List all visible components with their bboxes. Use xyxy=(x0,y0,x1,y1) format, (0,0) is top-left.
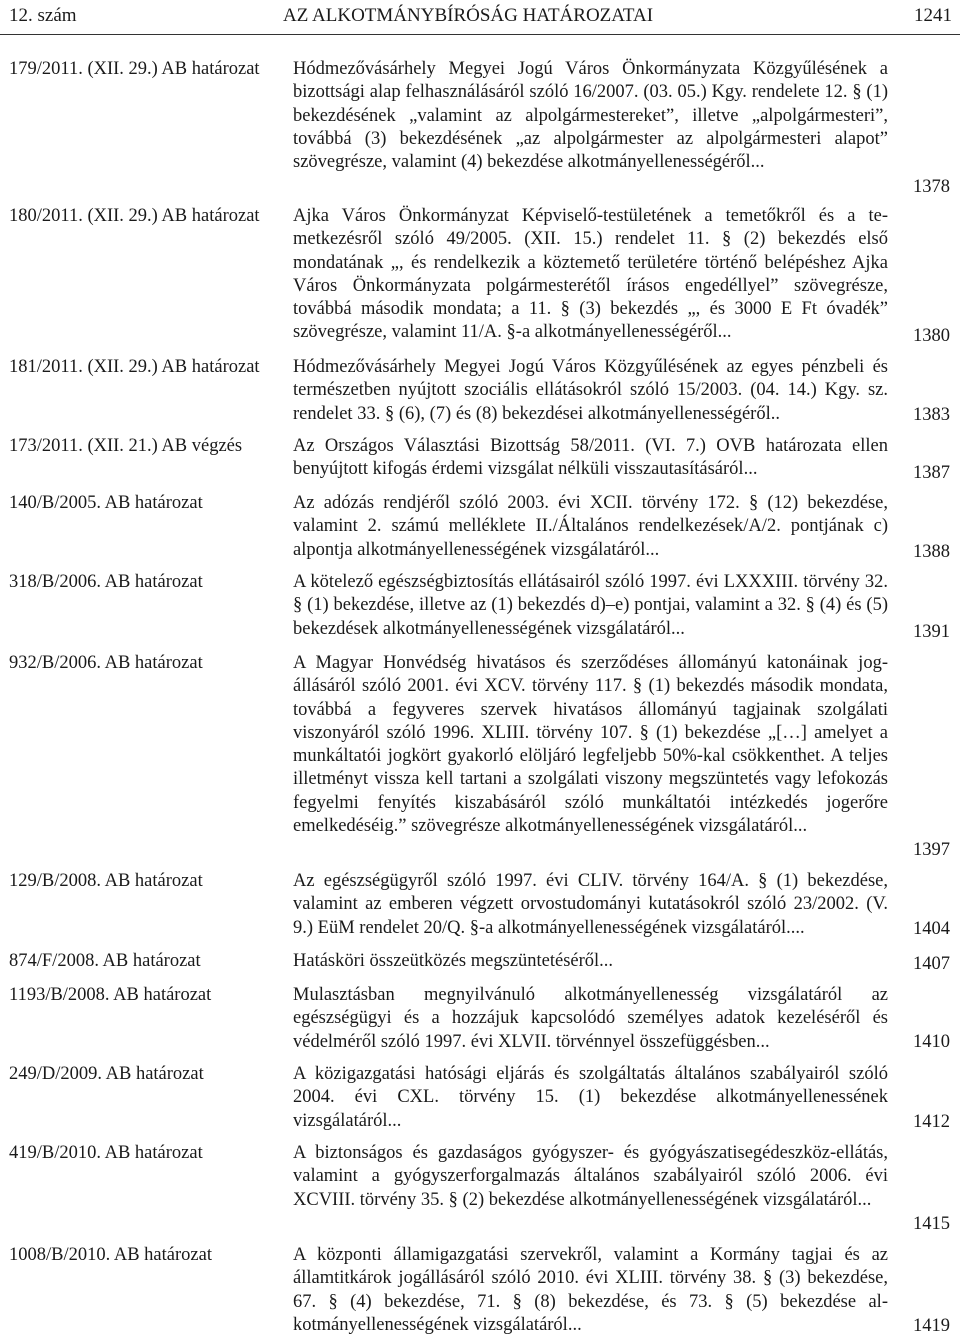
decision-page-number: 1391 xyxy=(913,622,950,642)
decision-description: Az Országos Választási Bizottság 58/2011. (VI. 7.) OVB határozata ellen benyújtott kifogás érdemi vizsgálat nélküli visszautasításáról... xyxy=(293,436,888,480)
decision-page-number: 1410 xyxy=(913,1032,950,1052)
decision-reference: 874/F/2008. AB határozat xyxy=(9,951,201,971)
decision-reference: 1193/B/2008. AB határozat xyxy=(9,985,212,1005)
decision-reference: 419/B/2010. AB határozat xyxy=(9,1143,203,1163)
decision-reference: 180/2011. (XII. 29.) AB határozat xyxy=(9,206,260,226)
decision-reference: 173/2011. (XII. 21.) AB végzés xyxy=(9,436,243,456)
issue-number: 12. szám xyxy=(9,5,77,26)
decision-reference: 318/B/2006. AB határozat xyxy=(9,572,203,592)
decision-description: Ajka Város Önkormányzat Képviselő-testületének a temetőkről és a temetkezésről szóló 49/2005. (XII. 15.) rendelet 11. § (2) bekezdés első mondatának „, és rendelkezik a köztemető területére történő belépéshez Ajka Város Önkormányzata polgármesterétől írásos engedéllyel” szövegrésze, továbbá második mondata; a 11. § (3) bekezdés „, és 3000 E Ft óvadék” szövegrésze, valamint 11/A. §-a alkotmányellenességéről... xyxy=(293,206,888,343)
decision-page-number: 1388 xyxy=(913,542,950,562)
decision-page-number: 1378 xyxy=(913,177,950,197)
decision-reference: 179/2011. (XII. 29.) AB határozat xyxy=(9,59,260,79)
decision-page-number: 1407 xyxy=(913,954,950,974)
decision-description: A központi államigazgatási szervekről, valamint a Kormány tagjai és az államtitkárok jogállásáról szóló 2010. évi XLIII. törvény 38. § (3) bekezdése, 67. § (4) bekezdése, 71. § (8) bekezdése, és 73. § (5) bekezdése alkotmányellenességének vizsgálatáról... xyxy=(293,1245,888,1335)
page-number: 1241 xyxy=(914,5,952,26)
decision-reference: 932/B/2006. AB határozat xyxy=(9,653,203,673)
decision-reference: 1008/B/2010. AB határozat xyxy=(9,1245,212,1265)
decision-page-number: 1412 xyxy=(913,1112,950,1132)
decision-reference: 181/2011. (XII. 29.) AB határozat xyxy=(9,357,260,377)
decision-description: A közigazgatási hatósági eljárás és szolgáltatás általános szabályairól szóló 2004. évi CXL. törvény 15. (1) bekezdése alkotmányellenessének vizsgálatáról... xyxy=(293,1064,888,1131)
decision-reference: 140/B/2005. AB határozat xyxy=(9,493,203,513)
decision-description: Mulasztásban megnyilvánuló alkotmányellenesség vizsgálatáról az egészségügyi és a hozzájuk kapcsolódó személyes adatok kezeléséről és védelméről szóló 1997. évi XLVII. törvénnyel összefüggésben... xyxy=(293,985,888,1052)
decision-description: Hódmezővásárhely Megyei Jogú Város Önkormányzata Közgyűlésének a bizottsági alap felhasználásáról szóló 16/2007. (03. 05.) Kgy. rendelete 12. § (1) bekezdésének „valamint az alpolgármestereket”, illetve „alpolgármesteri”, továbbá (3) bekezdésének „az alpolgármester az alpolgármesteri alapot” szövegrésze, valamint (4) bekezdése alkotmányellenességéről... xyxy=(293,59,888,173)
decision-page-number: 1415 xyxy=(913,1214,950,1234)
decision-page-number: 1404 xyxy=(913,919,950,939)
decision-description: Hódmezővásárhely Megyei Jogú Város Közgyűlésének az egyes pénzbeli és természetben nyújtott szociális ellátásokról szóló 15/2003. (04. 14.) Kgy. sz. rendelet 33. § (6), (7) és (8) bekezdései alkotmányellenességéről.. xyxy=(293,357,888,424)
decision-page-number: 1383 xyxy=(913,405,950,425)
decision-description: Az adózás rendjéről szóló 2003. évi XCII. törvény 172. § (12) bekezdése, valamint 2. számú melléklete II./Általános rendelkezések/A/2. pontjának c) alpontja alkotmányellenességének vizsgálatáról... xyxy=(293,493,888,560)
decision-page-number: 1397 xyxy=(913,840,950,860)
decision-description: A Magyar Honvédség hivatásos és szerződéses állományú katonáinak jogállásáról szóló 2001. évi XCV. törvény 117. § (1) bekezdés második mondata, továbbá a fegyveres szervek hivatásos állományú tagjainak szolgálati viszonyáról szóló 1996. XLIII. törvény 107. § (1) bekezdése „[…] amelyet a munkáltatói jogkört gyakorló elöljáró legfeljebb 50%-kal csökkenthet. A teljes illetményt vissza kell tartani a szolgálati viszony megszüntetés vagy lefokozás fegyelmi fenyítés kiszabásáról szóló munkáltatói intézkedés jogerőre emelkedéséig.” szövegrésze alkotmányellenességének vizsgálatáról... xyxy=(293,653,888,837)
decision-reference: 249/D/2009. AB határozat xyxy=(9,1064,204,1084)
decision-description: Hatásköri összeütközés megszüntetéséről... xyxy=(293,951,614,971)
decision-page-number: 1419 xyxy=(913,1316,950,1336)
decision-description: A biztonságos és gazdaságos gyógyszer- és gyógyászatisegédeszköz-ellátás, valamint a gyógyszerforgalmazás általános szabályairól szóló 2006. évi XCVIII. törvény 35. § (2) bekezdése alkotmányellenességének vizsgálatáról... xyxy=(293,1143,888,1210)
decision-reference: 129/B/2008. AB határozat xyxy=(9,871,203,891)
decision-page-number: 1380 xyxy=(913,326,950,346)
decision-page-number: 1387 xyxy=(913,463,950,483)
decision-description: Az egészségügyről szóló 1997. évi CLIV. törvény 164/A. § (1) bekezdése, valamint az emberen végzett orvostudományi kutatásokról szóló 23/2002. (V. 9.) EüM rendelet 20/Q. §-a alkotmányellenességének vizsgálatáról.... xyxy=(293,871,888,938)
publication-title: AZ ALKOTMÁNYBÍRÓSÁG HATÁROZATAI xyxy=(283,5,654,26)
decision-description: A kötelező egészségbiztosítás ellátásairól szóló 1997. évi LXXXIII. törvény 32. § (1) bekezdése, illetve az (1) bekezdés d)–e) pontjai, valamint a 32. § (4) és (5) bekezdések alkotmányellenességének vizsgálatáról... xyxy=(293,572,888,639)
